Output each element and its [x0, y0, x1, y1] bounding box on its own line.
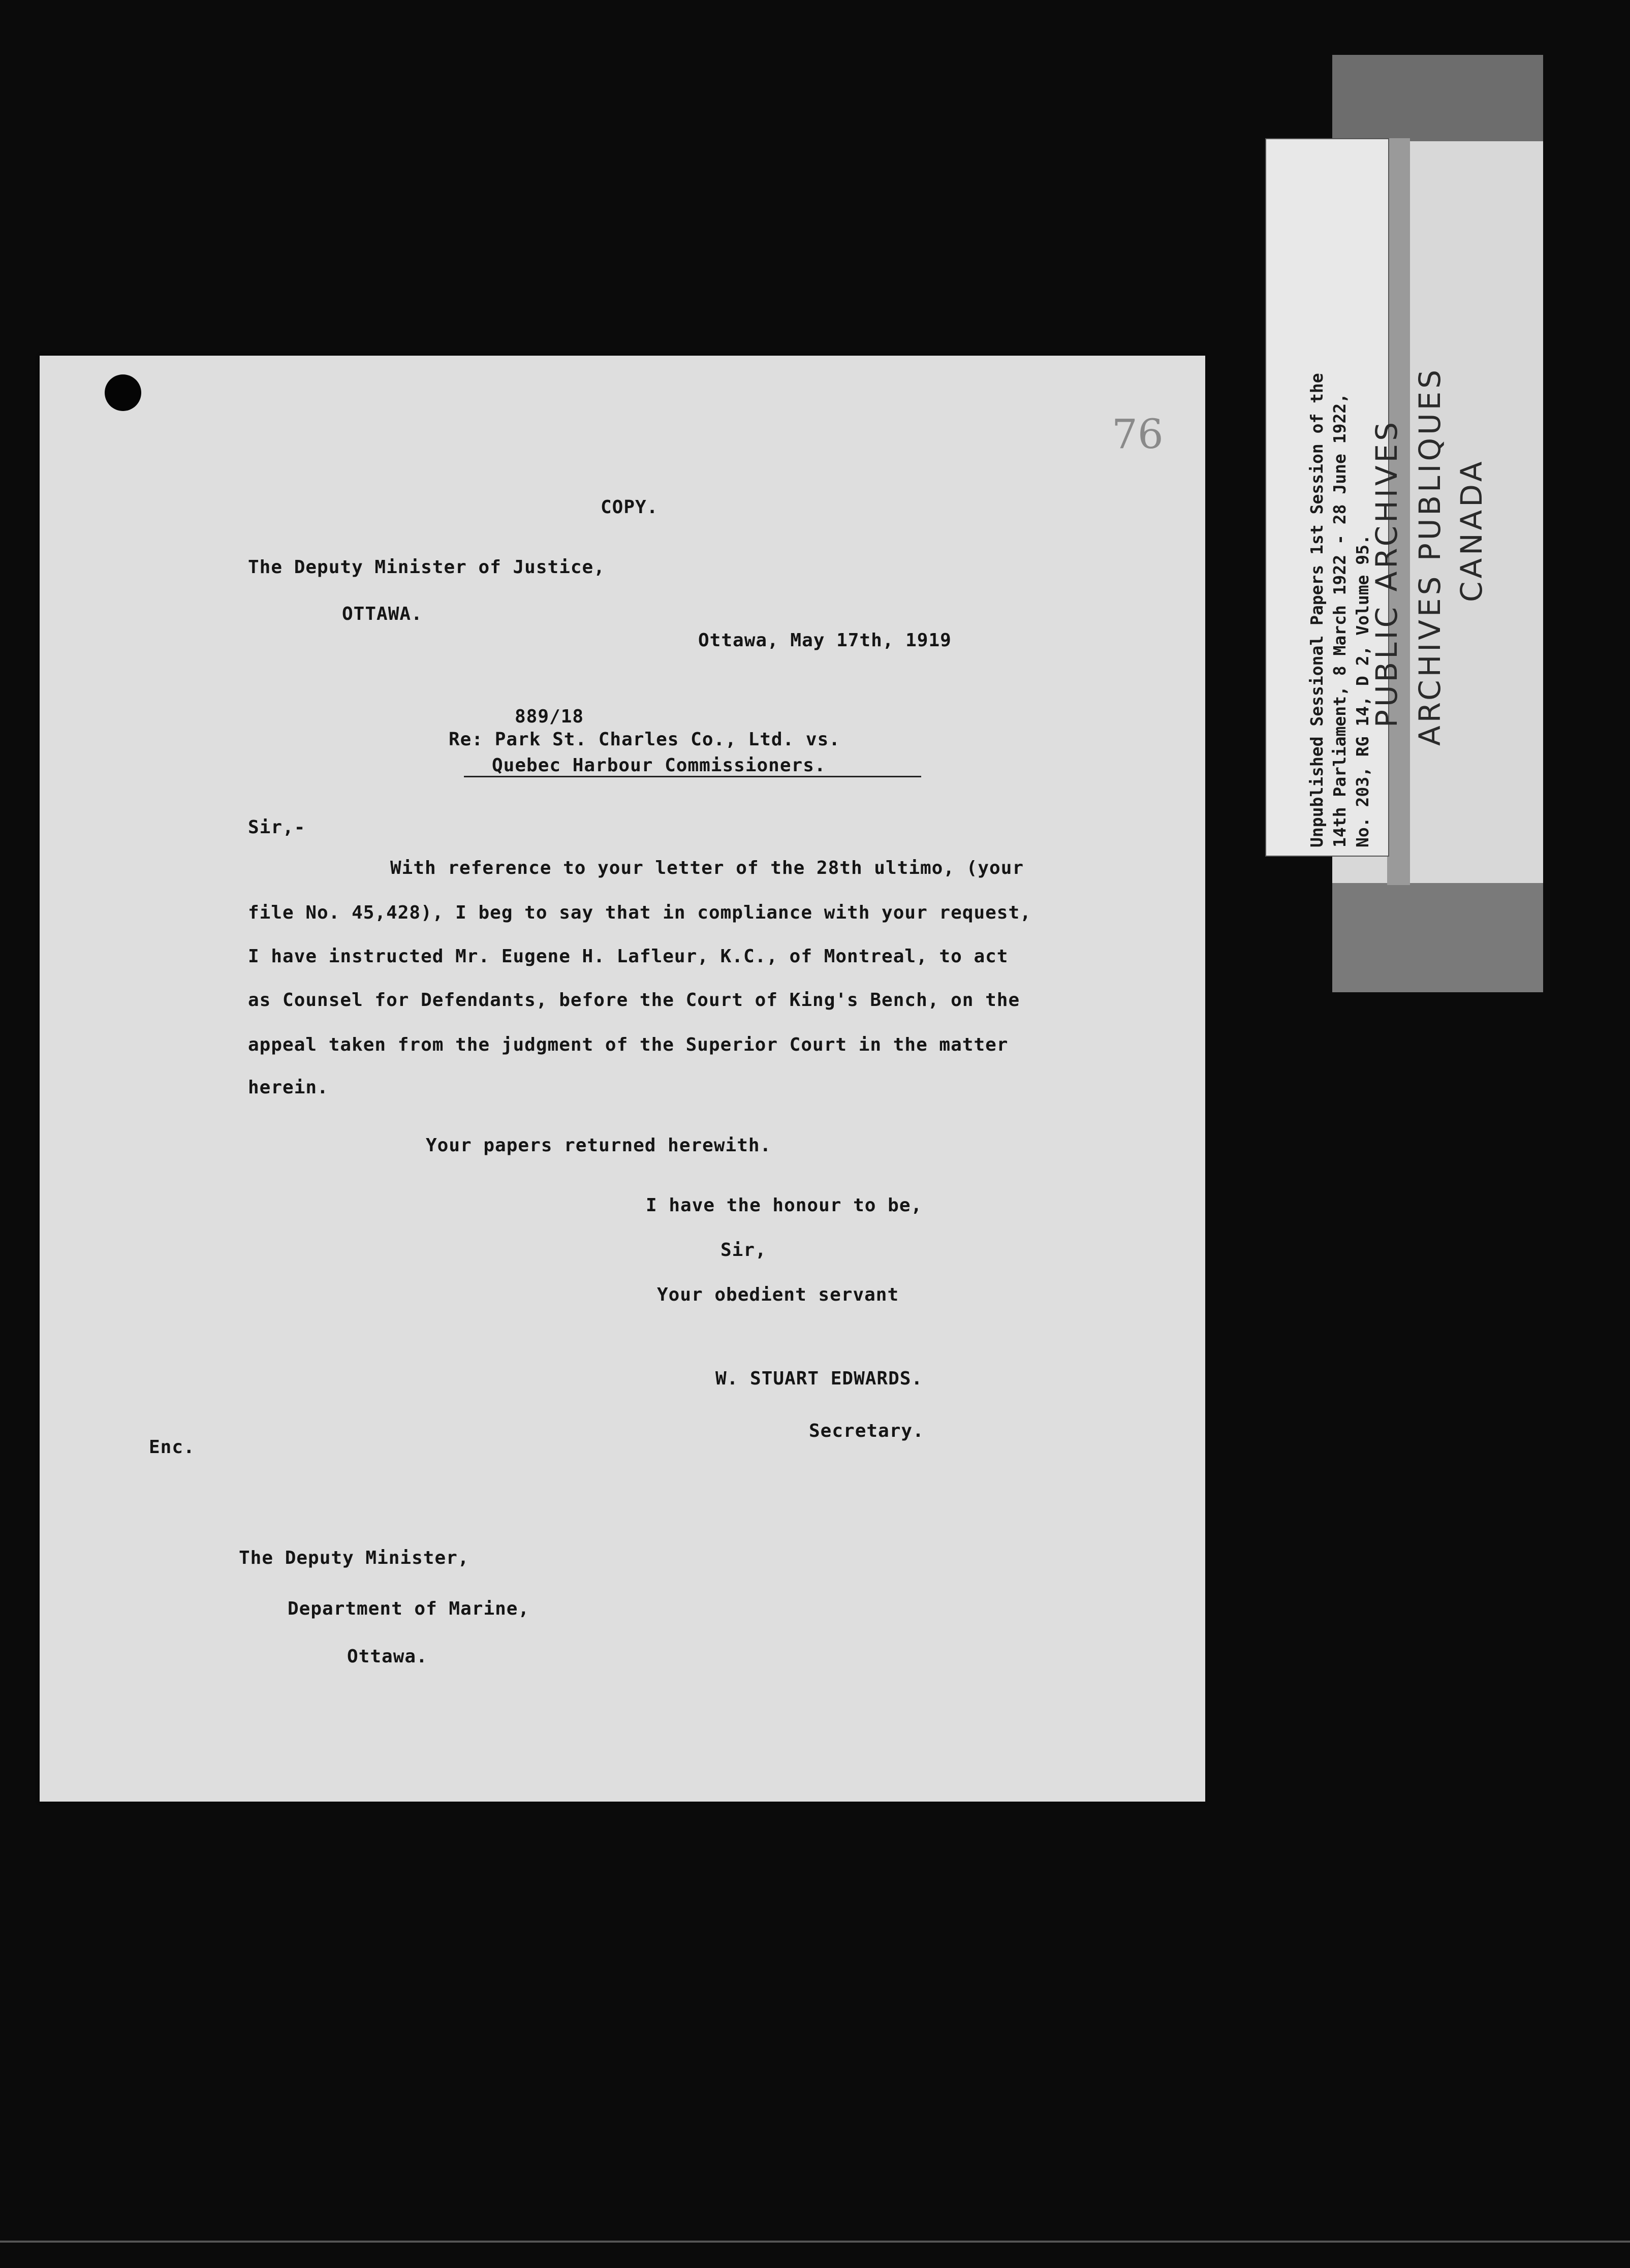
- re-line-1: Re: Park St. Charles Co., Ltd. vs.: [449, 729, 840, 750]
- body-line-4: as Counsel for Defendants, before the Court of King's Bench, on the: [248, 990, 1020, 1011]
- citation-line-3: No. 203, RG 14, D 2, Volume 95.: [1353, 534, 1372, 847]
- salutation: Sir,-: [248, 817, 306, 838]
- file-reference: 889/18: [515, 706, 584, 727]
- archive-stamp-line-3: CANADA: [1454, 458, 1489, 602]
- letter-sheet: [40, 356, 1205, 1802]
- archive-stamp-line-1: PUBLIC ARCHIVES: [1369, 419, 1404, 728]
- body-line-1: With reference to your letter of the 28th ultimo, (your: [390, 858, 1024, 878]
- body-line-5: appeal taken from the judgment of the Superior Court in the matter: [248, 1034, 1009, 1055]
- film-edge-line: [0, 2241, 1630, 2243]
- punch-hole: [105, 374, 141, 411]
- closing-line-3: Your obedient servant: [657, 1284, 899, 1305]
- addressee-line-1: The Deputy Minister of Justice,: [248, 557, 605, 578]
- strip-top-shade: [1332, 55, 1543, 141]
- re-underline: [464, 776, 921, 777]
- page-number: 76: [1112, 411, 1164, 458]
- archive-stamp-line-2: ARCHIVES PUBLIQUES: [1413, 366, 1447, 746]
- body-line-2: file No. 45,428), I beg to say that in compliance with your request,: [248, 902, 1031, 923]
- signature-title: Secretary.: [809, 1421, 924, 1441]
- strip-bottom-shade: [1332, 883, 1543, 992]
- citation-line-1: Unpublished Sessional Papers 1st Session of the: [1307, 373, 1327, 847]
- signature-name: W. STUART EDWARDS.: [715, 1368, 923, 1389]
- recipient-line-1: The Deputy Minister,: [239, 1548, 469, 1568]
- enclosure-note: Enc.: [149, 1437, 195, 1458]
- recipient-line-2: Department of Marine,: [288, 1598, 530, 1619]
- body-line-3: I have instructed Mr. Eugene H. Lafleur, K.C., of Montreal, to act: [248, 946, 1009, 967]
- citation-line-2: 14th Parliament, 8 March 1922 - 28 June 1922,: [1330, 393, 1350, 847]
- closing-line-1: I have the honour to be,: [646, 1195, 923, 1216]
- body-line-6: herein.: [248, 1077, 329, 1098]
- letter-date: Ottawa, May 17th, 1919: [698, 630, 952, 651]
- addressee-line-2: OTTAWA.: [342, 604, 423, 624]
- heading-copy: COPY.: [601, 497, 659, 518]
- re-line-2: Quebec Harbour Commissioners.: [492, 755, 826, 776]
- closing-line-2: Sir,: [720, 1240, 767, 1261]
- recipient-line-3: Ottawa.: [347, 1646, 428, 1667]
- papers-returned: Your papers returned herewith.: [426, 1135, 772, 1156]
